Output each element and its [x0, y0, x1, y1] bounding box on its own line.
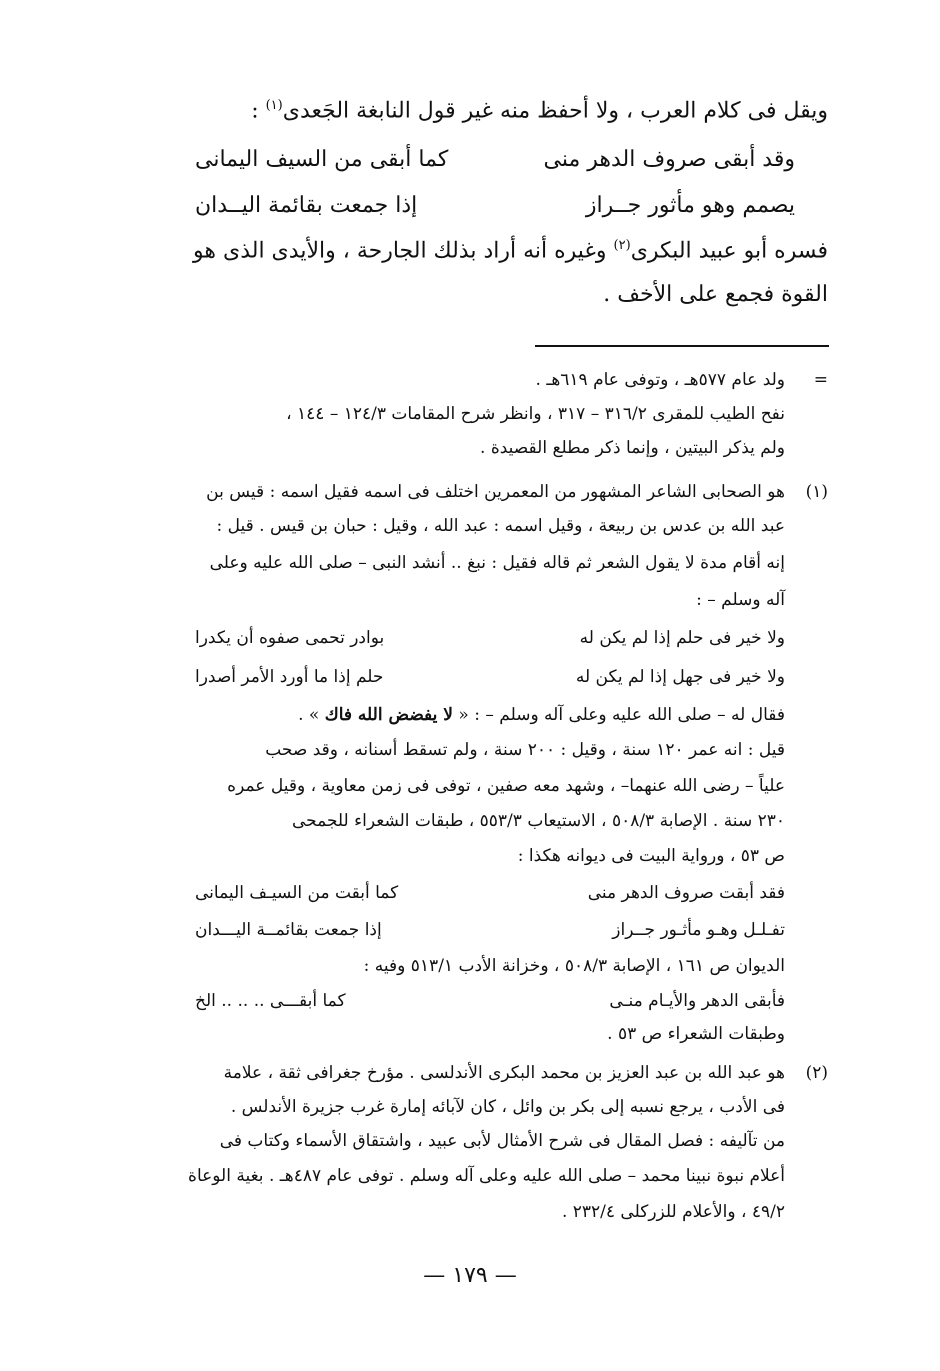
footnote-1-verse-5b: كما أبقـــى .. .. .. الخ [195, 991, 346, 1011]
footnote-2-number: (٢) [805, 1063, 828, 1083]
verse-1-hemistich-2: كما أبقى من السيف اليمانى [195, 147, 449, 172]
footnote-1-line-9: علياً – رضى الله عنهما– ، وشهد معه صفين ، توفى فى زمن معاوية ، وقيل عمره [227, 776, 785, 796]
footnote-1-line-7 [298, 705, 785, 725]
footnote-1-verse-1a: ولا خير فى حلم إذا لم يكن له [579, 628, 785, 648]
main-text: وغيره أنه أراد بذلك الجارحة ، والأيدى الذى هو [193, 238, 614, 264]
footnote-1-line-1: هو الصحابى الشاعر المشهور من المعمرين اختلف فى اسمه فقيل اسمه : قيس بن [206, 482, 785, 502]
main-line-4 [193, 238, 828, 263]
footnote-1-verse-2a: ولا خير فى جهل إذا لم يكن له [575, 667, 785, 687]
footnote-2-line-2: فى الأدب ، يرجع نسبه إلى بكر بن وائل ، كان لآبائه إمارة غرب جزيرة الأندلس . [230, 1097, 785, 1117]
footnote-1-verse-1b: بوادر تحمى صفوه أن يكدرا [195, 628, 385, 648]
footnote-2-line-3: من تآليفه : فصل المقال فى شرح الأمثال لأبى عبيد ، واشتقاق الأسماء وكتاب فى [219, 1131, 785, 1151]
footnote-separator [535, 345, 829, 347]
footnote-1-line-11: ص ٥٣ ، ورواية البيت فى ديوانه هكذا : [517, 846, 785, 866]
bold-quote: لا يفضض الله فاك [324, 705, 454, 725]
verse-1-hemistich-1: وقد أبقى صروف الدهر منى [543, 147, 795, 172]
main-text: فسره أبو عبيد البكرى [630, 238, 828, 264]
main-text: : [251, 98, 266, 124]
main-text: ويقل فى كلام العرب ، ولا أحفظ منه غير قول النابغة الجَعدى [282, 98, 828, 124]
footnote-0-line-3: ولم يذكر البيتين ، وإنما ذكر مطلع القصيدة . [480, 438, 785, 458]
footnote-continuation-mark: = [813, 370, 828, 390]
footnote-1-verse-2b: حلم إذا ما أورد الأمر أصدرا [195, 667, 384, 687]
footnote-1-verse-3b: كما أبقت من السيـف اليمانى [195, 883, 399, 903]
footnote-1-number: (١) [805, 482, 828, 502]
footnote-ref-1: (١) [265, 98, 283, 113]
page-number: — ١٧٩ — [423, 1263, 517, 1288]
footnote-0-line-1: ولد عام ٥٧٧هـ ، وتوفى عام ٦١٩هـ . [535, 370, 785, 390]
footnote-1-line-8: قيل : انه عمر ١٢٠ سنة ، وقيل : ٢٠٠ سنة ، ولم تسقط أسنانه ، وقد صحب [265, 740, 785, 760]
main-line-5: القوة فجمع على الأخف . [603, 282, 828, 307]
footnote-2-line-5: ٤٩/٢ ، والأعلام للزركلى ٢٣٢/٤ . [561, 1202, 785, 1222]
footnote-1-line-3: إنه أقام مدة لا يقول الشعر ثم قاله فقيل : نبغ .. أنشد النبى – صلى الله عليه وعلى [209, 553, 785, 573]
footnote-1-verse-3a: فقد أبقت صروف الدهر منى [587, 883, 785, 903]
footnote-1-verse-4b: إذا جمعت بقائمــة اليـــدان [195, 920, 382, 940]
footnote-1-verse-4a: تفـلـل وهـو مأثـور جــراز [612, 920, 785, 940]
footnote-text: فقال له – صلى الله عليه وعلى آله وسلم – : « [458, 705, 785, 725]
footnote-1-line-2: عبد الله بن عدس بن ربيعة ، وقيل اسمه : عبد الله ، وقيل : حبان بن قيس . قيل : [216, 516, 785, 536]
footnote-1-line-4: آله وسلم – : [696, 590, 785, 610]
footnote-ref-2: (٢) [613, 238, 631, 253]
footnote-1-line-10: ٢٣٠ سنة . الإصابة ٥٠٨/٣ ، الاستيعاب ٥٥٣/٣ ، طبقات الشعراء للجمحى [291, 811, 785, 831]
footnote-1-line-14: الديوان ص ١٦١ ، الإصابة ٥٠٨/٣ ، وخزانة الأدب ٥١٣/١ وفيه : [363, 956, 785, 976]
footnote-text: » . [298, 705, 320, 725]
footnote-2-line-4: أعلام نبوة نبينا محمد – صلى الله عليه وعلى آله وسلم . توفى عام ٤٨٧هـ . بغية الوعاة [188, 1166, 785, 1186]
verse-2-hemistich-1: يصمم وهو مأثور جــراز [585, 193, 795, 218]
footnote-1-line-16: وطبقات الشعراء ص ٥٣ . [607, 1024, 785, 1044]
footnote-0-line-2: نفح الطيب للمقرى ٣١٦/٢ – ٣١٧ ، وانظر شرح المقامات ١٢٤/٣ – ١٤٤ ، [286, 404, 785, 424]
footnote-1-verse-5a: فأبقى الدهر والأيـام منـى [609, 991, 785, 1011]
verse-2-hemistich-2: إذا جمعت بقائمة اليــدان [195, 193, 418, 218]
main-line-1 [251, 98, 828, 123]
footnote-2-line-1: هو عبد الله بن عبد العزيز بن محمد البكرى الأندلسى . مؤرخ جغرافى ثقة ، علامة [223, 1063, 785, 1083]
